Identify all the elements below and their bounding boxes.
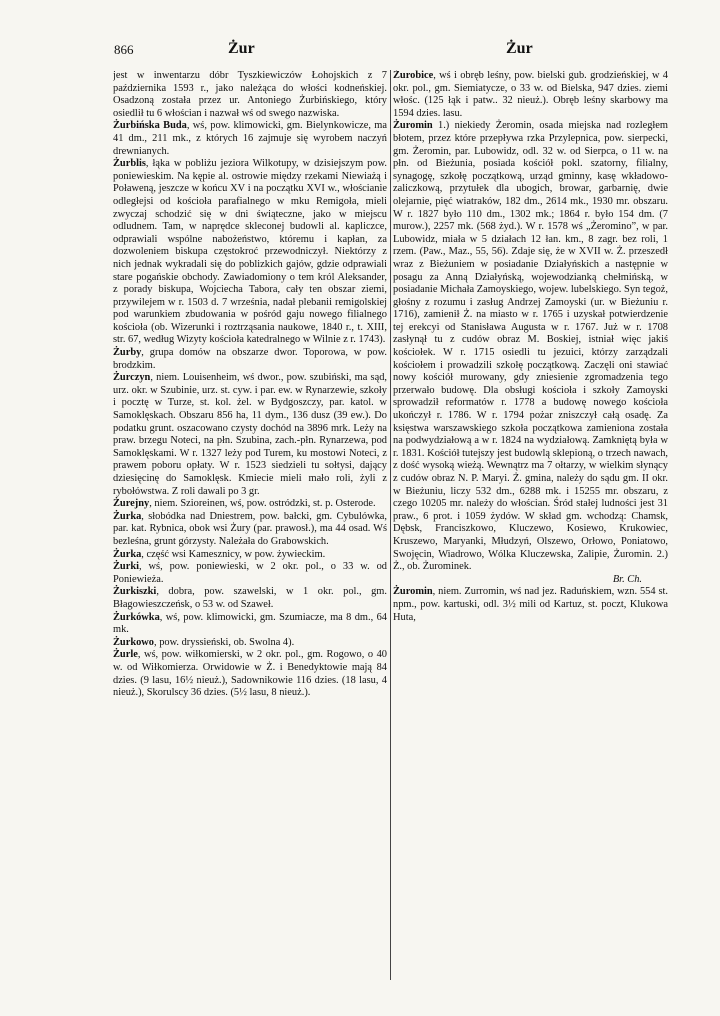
entry-headword: Żurkowo: [113, 636, 154, 648]
entry-text: , słobódka nad Dniestrem, pow. bałcki, gm. Cybulówka, par. kat. Rybnica, obok wsi Żury (par. prawosł.), ma 44 osad. Wś bezleśna, grunt górzysty. Należała do Grabowskich.: [113, 510, 387, 547]
entry-headword: Żurbińska Buda: [113, 120, 187, 132]
entry-text: , dobra, pow. szawelski, w 1 okr. pol., gm. Błagowieszczeńsk, o 53 w. od Szaweł.: [113, 586, 387, 610]
dictionary-entry: [113, 586, 387, 611]
entry-text: , wś, pow. wiłkomierski, w 2 okr. pol., gm. Rogowo, o 40 w. od Wiłkomierza. Orwidowie w Ż. i Benedyktowie mają 84 dzies. (9 lasu, 16½ nieuż.), Sadownikowie 116 dzies. (18 lasu, 4 nieuż.), Skorulscy 36 dzies. (5½ lasu, 8 nieuż.).: [113, 649, 387, 699]
page-header: [106, 42, 662, 62]
dictionary-entry: [113, 511, 387, 549]
dictionary-entry: [393, 586, 668, 624]
author-signature: [393, 574, 668, 587]
entry-headword: Żuromin: [393, 586, 433, 598]
entry-text: , niem. Louisenheim, wś dwor., pow. szubiński, ma sąd, urz. okr. w Szubinie, urz. st. cyw. i par. ew. w Rynarzewie, szkoły i pocztę w Turze, st. kol. żel. w Bydgoszczy, par. katol. w Samoklęskach. Obszaru 856 ha, 11 dym., 136 dusz (39 ew.). Do podatku grunt. oszacowano czysty dochód na 3896 mrk. Leży na praw. brzegu Noteci, na płn. Szubina, zach.-płn. Rynarzewa, pod Samoklęskami. W r. 1327 leży pod Turem, ku mostowi Noteci, z prawem poboru opłaty. W r. 1523 siedzieli tu sołtysi, dający dziesięcinę do Samoklęsk. Kmiecie mieli mało roli, żyli z rybołówstwa. Z roli dawali po 3 gr.: [113, 372, 387, 497]
left-column: [113, 70, 387, 985]
entry-text: , wś, pow. poniewieski, w 2 okr. pol., o 33 w. od Poniewieża.: [113, 561, 387, 585]
page-number: 866: [114, 42, 134, 57]
dictionary-entry: [113, 637, 387, 650]
entry-text: , część wsi Kameszniсy, w pow. żywieckim.: [141, 548, 326, 560]
right-column: [393, 70, 668, 985]
dictionary-entry: [113, 498, 387, 511]
dictionary-entry: [113, 612, 387, 637]
entry-text: , wś, pow. klimowicki, gm. Szumiacze, ma 8 dm., 64 mk.: [113, 611, 387, 636]
entry-headword: Żurle: [113, 649, 138, 661]
entry-text: , wś, pow. klimowicki, gm. Bielynkowicze, ma 41 dm., 211 mk., z których 16 zajmuje się wyrobem naczyń drewnianych.: [113, 120, 387, 157]
entry-text: , grupa domów na obszarze dwor. Toporowa, w pow. brodzkim.: [113, 347, 387, 371]
entry-text: , niem. Zurromin, wś nad jez. Raduńskiem, wzn. 554 st. npm., pow. kartuski, odl. 3½ mili od Kartuz, st. poczt, Klukowa Huta,: [393, 586, 668, 623]
entry-text: jest w inwentarzu dóbr Tyszkiewiczów Łohojskich z 7 października 1593 r., jako należąca do włości kodneńskiej. Osadzoną została przez ur. Antoniego Żurbińskiego, który osiedlił tu 6 włościan i nazwał wś od swego nazwiska.: [113, 70, 387, 119]
entry-headword: Żurkiszki: [113, 586, 157, 598]
entry-headword: Żurka: [113, 548, 142, 560]
dictionary-entry: [113, 70, 387, 120]
dictionary-entry: [393, 120, 668, 573]
dictionary-entry: [113, 649, 387, 699]
dictionary-entry: [113, 120, 387, 158]
entry-text: , pow. dryssieński, ob. Swolna 4).: [154, 636, 295, 648]
entry-headword: Żurblis: [113, 158, 146, 170]
dictionary-entry: [113, 372, 387, 498]
entry-text: , wś i obręb leśny, pow. bielski gub. grodzieńskiej, w 4 okr. pol., gm. Siemiatycze, o 33 w. od Bielska, 947 dzies. ziemi włośc. (125 łąk i patw.. 32 nieuż.). Obręb leśny skarbowy ma 1594 dzies. lasu.: [393, 70, 668, 119]
column-divider: [390, 70, 391, 980]
entry-headword: Żurka: [113, 510, 142, 522]
entry-text: 1.) niekiedy Żeromin, osada miejska nad rozległem błotem, przez które przepływa rzka Przylepnica, pow. sierpecki, gm. Żeromin, par. Lubowidz, odl. 32 w. od Sierpca, o 11 w. na płn. od Bieżunia, posiada kościół pokl. szatorny, filialny, synagogę, szkołę początkową, urząd gminny, kasę wkładowo-zaliczkową, przytułek dla ubogich, browar, garbarnię, dwie olejarnie, pięć wiatraków, 182 dm., 2614 mk., 1930 mr. obszaru. W r. 1827 było 110 dm., 1302 mk.; 1864 r. było 154 dm. (7 murow.), 2257 mk. (568 żyd.). W r. 1578 wś „Żeromino”, w par. Lubowidz, miała w 5 działach 12 łan. km., 8 zagr. bez roli, 1 rzem. (Paw., Maz., 55, 56). Zdaje się, że w XVII w. Ż. przeszedł wraz z Bieżuniem w posiadanie Działyńskich a następnie w posagu za Anną Działyńską, wojewodzianką chełmińską, w posiadanie Michała Zamoyskiego, wojew. lubelskiego. Syn tegoż, głośny z rozumu i zasług Andrzej Zamoyski (ur. w Bieżuniu r. 1716), zamienił Ż. na miasto w r. 1765 i uzyskał potwierdzenie tej erekcyi od Stanisława Augusta w r. 1767. Już w r. 1708 zasłynął tu z cudów obraz M. Boskiej, istniał więc jakiś kościołek. W r. 1715 osiedli tu jezuici, którzy zarządzali kościołem i prowadzili szkołę początkową. Zaczęli oni stawiać nowy kościół murowany, gdy zniesienie zgromadzenia tego przerwało budowę. Dla obsługi kościoła i szkoły Zamoyski sprowadził reformatów r. 1778 a budowę nowego kościoła ukończył r. 1786. W r. 1794 pożar zniszczył całą osadę. Za księstwa warszawskiego szkoła początkowa zamieniona została na podwydziałową a w r. 1824 na wydziałową. Zamkniętą była w r. 1831. Kościół tutejszy jest budowlą sklepioną, o trzech nawach, z dość wysoką wieżą. Wewnątrz ma 7 ołtarzy, w wielkim słynący z cudów obraz N. P. Maryi. Ż. gmina, należy do sądu gm. II okr. w Bieżuniu, liczy 532 dm., 6288 mk. i 15255 mr. obszaru, z czego 10205 mr. należy do włościan. Śród stałej ludności jest 31 praw., 6 prot. i 1059 żydów. W skład gm. wchodzą: Chamsk, Dębsk, Franciszkowo, Kluczewo, Kosiewo, Krukowiec, Kruszewo, Maryanki, Młudzyń, Olszewo, Orłowo, Poniatowo, Swojęcin, Wiadrowo, Wólka Kluczewska, Zalipie, Żuromin. 2.) Ż., ob. Żurominek.: [393, 120, 668, 573]
entry-headword: Żurki: [113, 561, 139, 573]
dictionary-entry: [113, 561, 387, 586]
dictionary-entry: [113, 549, 387, 562]
entry-text: , łąka w pobliżu jeziora Wilkotupy, w dzisiejszym pow. poniewieskim. Na kępie al. ostrowie między rzekami Niewiażą i Poławeną, jeszcze w końcu XV i na początku XVI w., włościanie odległejsi od kościoła parafialnego w mku Remigoła, mieli zwyczaj schodzić się w dni świąteczne, jako w miejscu odludnem. Tam, w naprędce skleconej budowli al. kapliczce, odprawiali wspólne nabożeństwo, któremu i kapłan, za dozwoleniem biskupa częstokroć przewodniczył. Niektórzy z nich jednak wykradali się do poblizkich gajów, gdzie odprawiali stare pogańskie obchody. Zawiadomiony o tem król Aleksander, z porady biskupa, Wojciecha Tabora, cały ten obszar ziemi, przywilejem w r. 1503 d. 7 września, nadał plebanii remigolskiej pod warunkiem zbudowania w pośród gaju nowego filialnego kościoła (ob. Wizerunki i roztrząsania naukowe, 1840 r., t. XIII, str. 67, według Wizyty kościoła katedralnego w Wilnie z r. 1743).: [113, 158, 387, 346]
entry-headword: Żuromin: [393, 120, 433, 132]
dictionary-entry: [113, 158, 387, 347]
entry-headword: Żurczyn: [113, 372, 151, 384]
running-head-right: Żur: [506, 40, 533, 57]
running-head-left: Żur: [228, 40, 255, 57]
entry-headword: Żurejny: [113, 498, 150, 510]
entry-headword: Żurobice: [393, 70, 434, 81]
dictionary-entry: [113, 347, 387, 372]
entry-text: , niem. Szioreinen, wś, pow. ostródzki, st. p. Osterode.: [149, 498, 376, 510]
dictionary-entry: [393, 70, 668, 120]
entry-headword: Żurby: [113, 347, 142, 359]
entry-headword: Żurkówka: [113, 611, 160, 623]
entry-text: Br. Ch.: [612, 573, 642, 585]
